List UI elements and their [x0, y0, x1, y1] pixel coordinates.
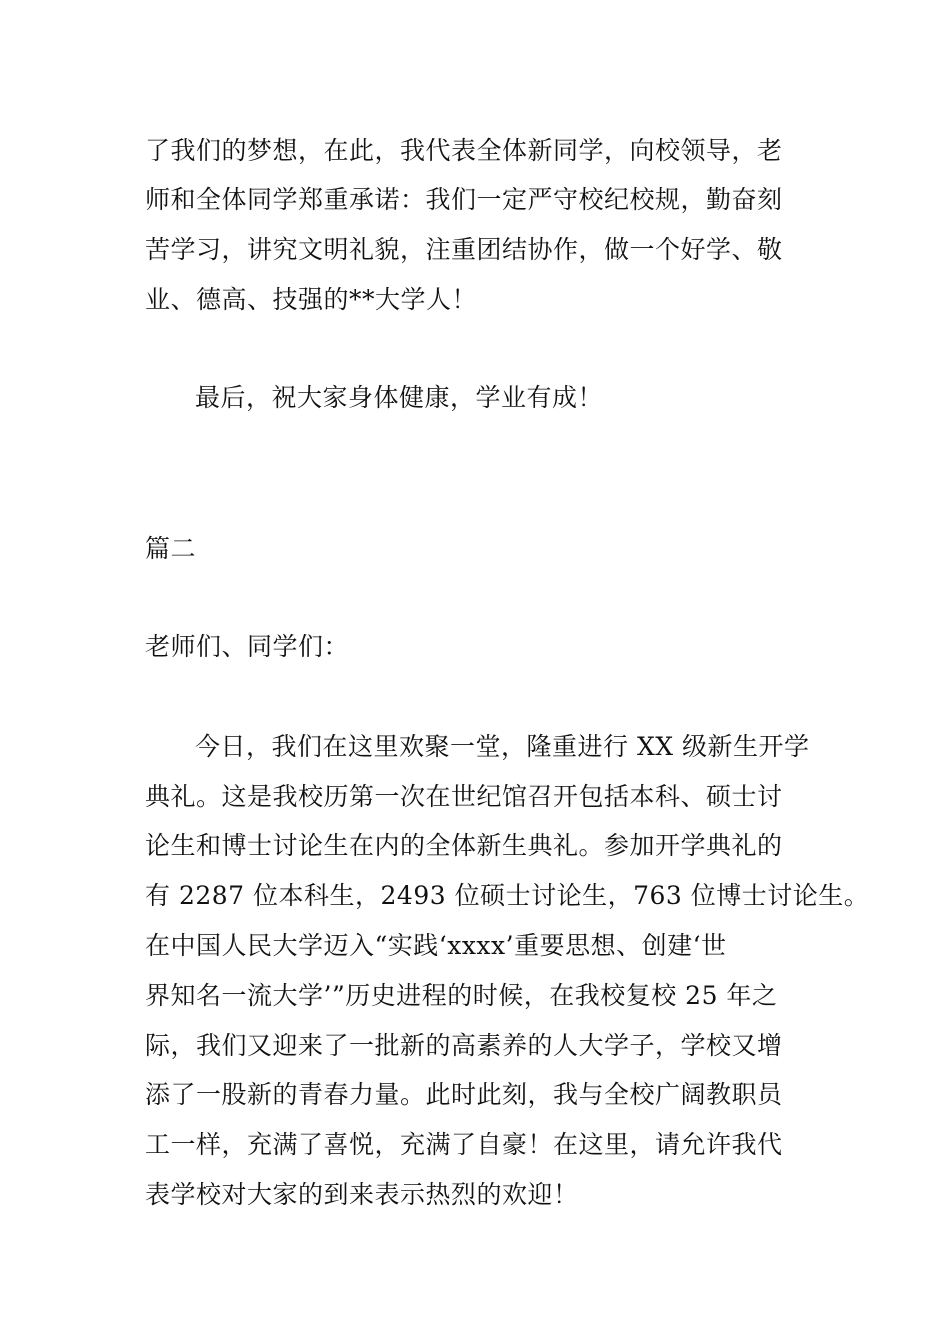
section-heading: 篇二	[145, 534, 197, 563]
paragraph-line: 表学校对大家的到来表示热烈的欢迎！	[145, 1180, 579, 1209]
paragraph-line: 际，我们又迎来了一批新的高素养的人大学子，学校又增	[145, 1031, 783, 1060]
paragraph-line: 添了一股新的青春力量。此时此刻，我与全校广阔教职员	[145, 1080, 783, 1109]
closing-paragraph: 最后，祝大家身体健康，学业有成！	[195, 383, 604, 412]
paragraph-line: 业、德高、技强的**大学人！	[145, 285, 478, 314]
paragraph-line: 师和全体同学郑重承诺：我们一定严守校纪校规，勤奋刻	[145, 185, 783, 214]
paragraph-line: 了我们的梦想，在此，我代表全体新同学，向校领导，老	[145, 136, 783, 165]
paragraph-line: 在中国人民大学迈入“实践‘xxxx’重要思想、创建‘世	[145, 931, 727, 960]
paragraph-line: 典礼。这是我校历第一次在世纪馆召开包括本科、硕士讨	[145, 782, 783, 811]
paragraph-line: 论生和博士讨论生在内的全体新生典礼。参加开学典礼的	[145, 831, 783, 860]
paragraph-line: 工一样，充满了喜悦，充满了自豪！在这里，请允许我代	[145, 1130, 783, 1159]
paragraph-line: 苦学习，讲究文明礼貌，注重团结协作，做一个好学、敬	[145, 235, 783, 264]
paragraph-line: 今日，我们在这里欢聚一堂，隆重进行 XX 级新生开学	[195, 732, 810, 761]
paragraph-line: 界知名一流大学’”历史进程的时候，在我校复校 25 年之	[145, 981, 778, 1010]
paragraph-line: 有 2287 位本科生，2493 位硕士讨论生，763 位博士讨论生。	[145, 881, 870, 910]
salutation: 老师们、同学们：	[145, 632, 350, 661]
